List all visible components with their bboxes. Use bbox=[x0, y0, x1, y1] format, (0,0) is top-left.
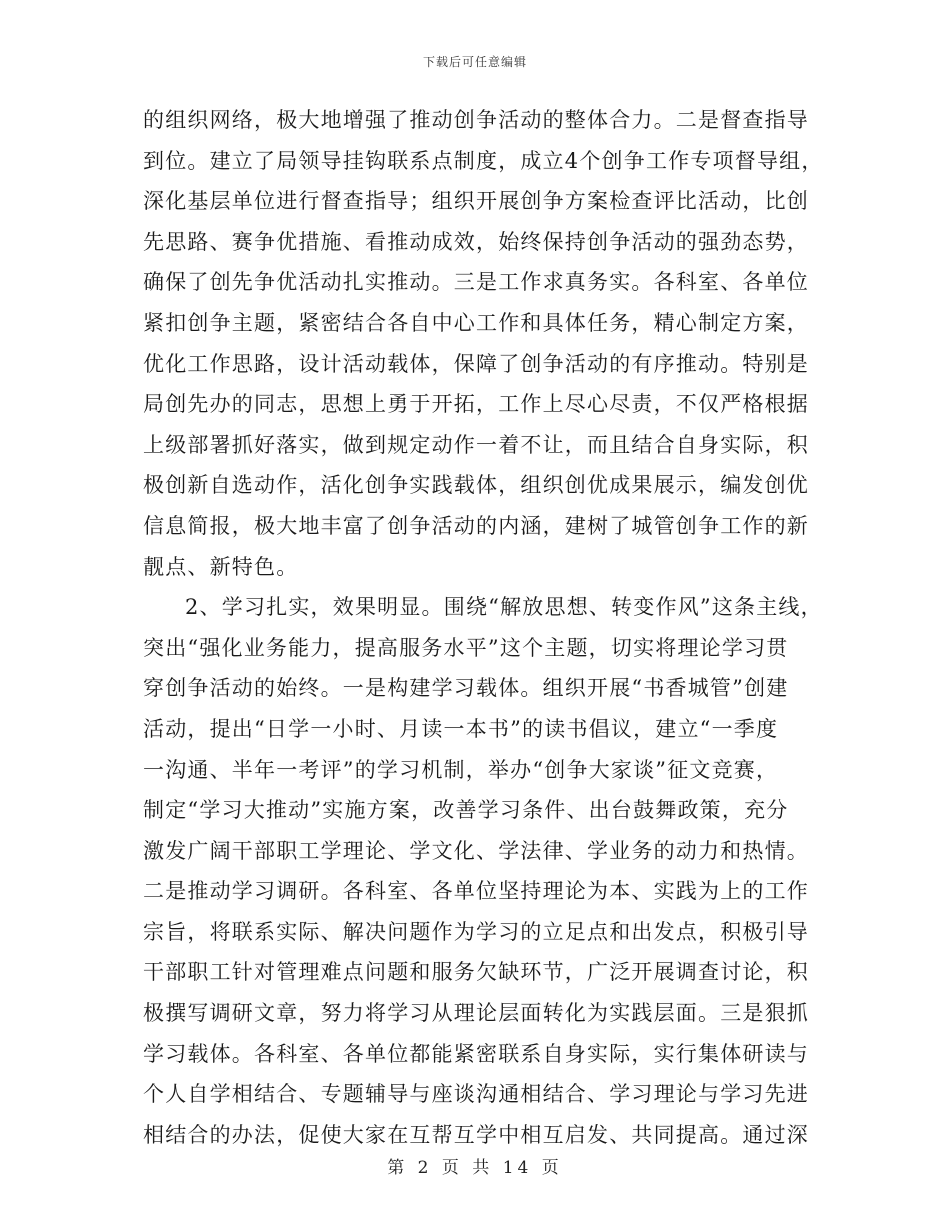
text-line: 深化基层单位进行督查指导；组织开展创争方案检查评比活动，比创 bbox=[143, 189, 809, 214]
text-line: 干部职工针对管理难点问题和服务欠缺环节，广泛开展调查讨论，积 bbox=[143, 960, 809, 985]
text-line: 激发广阔干部职工学理论、学文化、学法律、学业务的动力和热情。 bbox=[143, 838, 809, 863]
paragraph-start-line: 2、学习扎实，效果明显。围绕“解放思想、转变作风”这条主线， bbox=[185, 595, 823, 620]
text-line: 二是推动学习调研。各科室、各单位坚持理论为本、实践为上的工作 bbox=[143, 879, 809, 904]
text-line: 信息简报，极大地丰富了创争活动的内涵，建树了城管创争工作的新 bbox=[143, 513, 809, 538]
text-line: 的组织网络，极大地增强了推动创争活动的整体合力。二是督查指导 bbox=[143, 108, 809, 132]
text-line: 紧扣创争主题，紧密结合各自中心工作和具体任务，精心制定方案， bbox=[143, 310, 809, 335]
text-line: 到位。建立了局领导挂钩联系点制度，成立4个创争工作专项督导组， bbox=[143, 148, 824, 173]
text-line: 个人自学相结合、专题辅导与座谈沟通相结合、学习理论与学习先进 bbox=[143, 1082, 809, 1107]
text-line: 上级部署抓好落实，做到规定动作一着不让，而且结合自身实际，积 bbox=[143, 432, 809, 457]
text-line: 穿创争活动的始终。一是构建学习载体。组织开展“书香城管”创建 bbox=[143, 676, 789, 701]
text-line: 一沟通、半年一考评”的学习机制，举办“创争大家谈”征文竞赛， bbox=[143, 757, 779, 782]
text-line: 优化工作思路，设计活动载体，保障了创争活动的有序推动。特别是 bbox=[143, 351, 809, 376]
text-line: 突出“强化业务能力，提高服务水平”这个主题，切实将理论学习贯 bbox=[143, 635, 789, 660]
text-line: 相结合的办法，促使大家在互帮互学中相互启发、共同提高。通过深 bbox=[143, 1122, 809, 1147]
header-note: 下载后可任意编辑 bbox=[422, 55, 527, 69]
page-number: 第 2 页 共 14 页 bbox=[387, 1158, 563, 1178]
text-line: 先思路、赛争优措施、看推动成效，始终保持创争活动的强劲态势， bbox=[143, 229, 809, 254]
text-line: 局创先办的同志，思想上勇于开拓，工作上尽心尽责，不仅严格根据 bbox=[143, 392, 809, 417]
text-line: 制定“学习大推动”实施方案，改善学习条件、出台鼓舞政策，充分 bbox=[143, 798, 789, 823]
text-line: 学习载体。各科室、各单位都能紧密联系自身实际，实行集体研读与 bbox=[143, 1041, 809, 1066]
text-line: 极创新自选动作，活化创争实践载体，组织创优成果展示，编发创优 bbox=[143, 473, 809, 498]
text-line: 靓点、新特色。 bbox=[143, 554, 299, 579]
document-body bbox=[143, 100, 824, 1155]
text-line: 活动，提出“日学一小时、月读一本书”的读书倡议，建立“一季度 bbox=[143, 716, 779, 741]
text-line: 极撰写调研文章，努力将学习从理论层面转化为实践层面。三是狠抓 bbox=[143, 1001, 809, 1026]
text-line: 宗旨，将联系实际、解决问题作为学习的立足点和出发点，积极引导 bbox=[143, 919, 809, 944]
text-line: 确保了创先争优活动扎实推动。三是工作求真务实。各科室、各单位 bbox=[143, 270, 809, 295]
